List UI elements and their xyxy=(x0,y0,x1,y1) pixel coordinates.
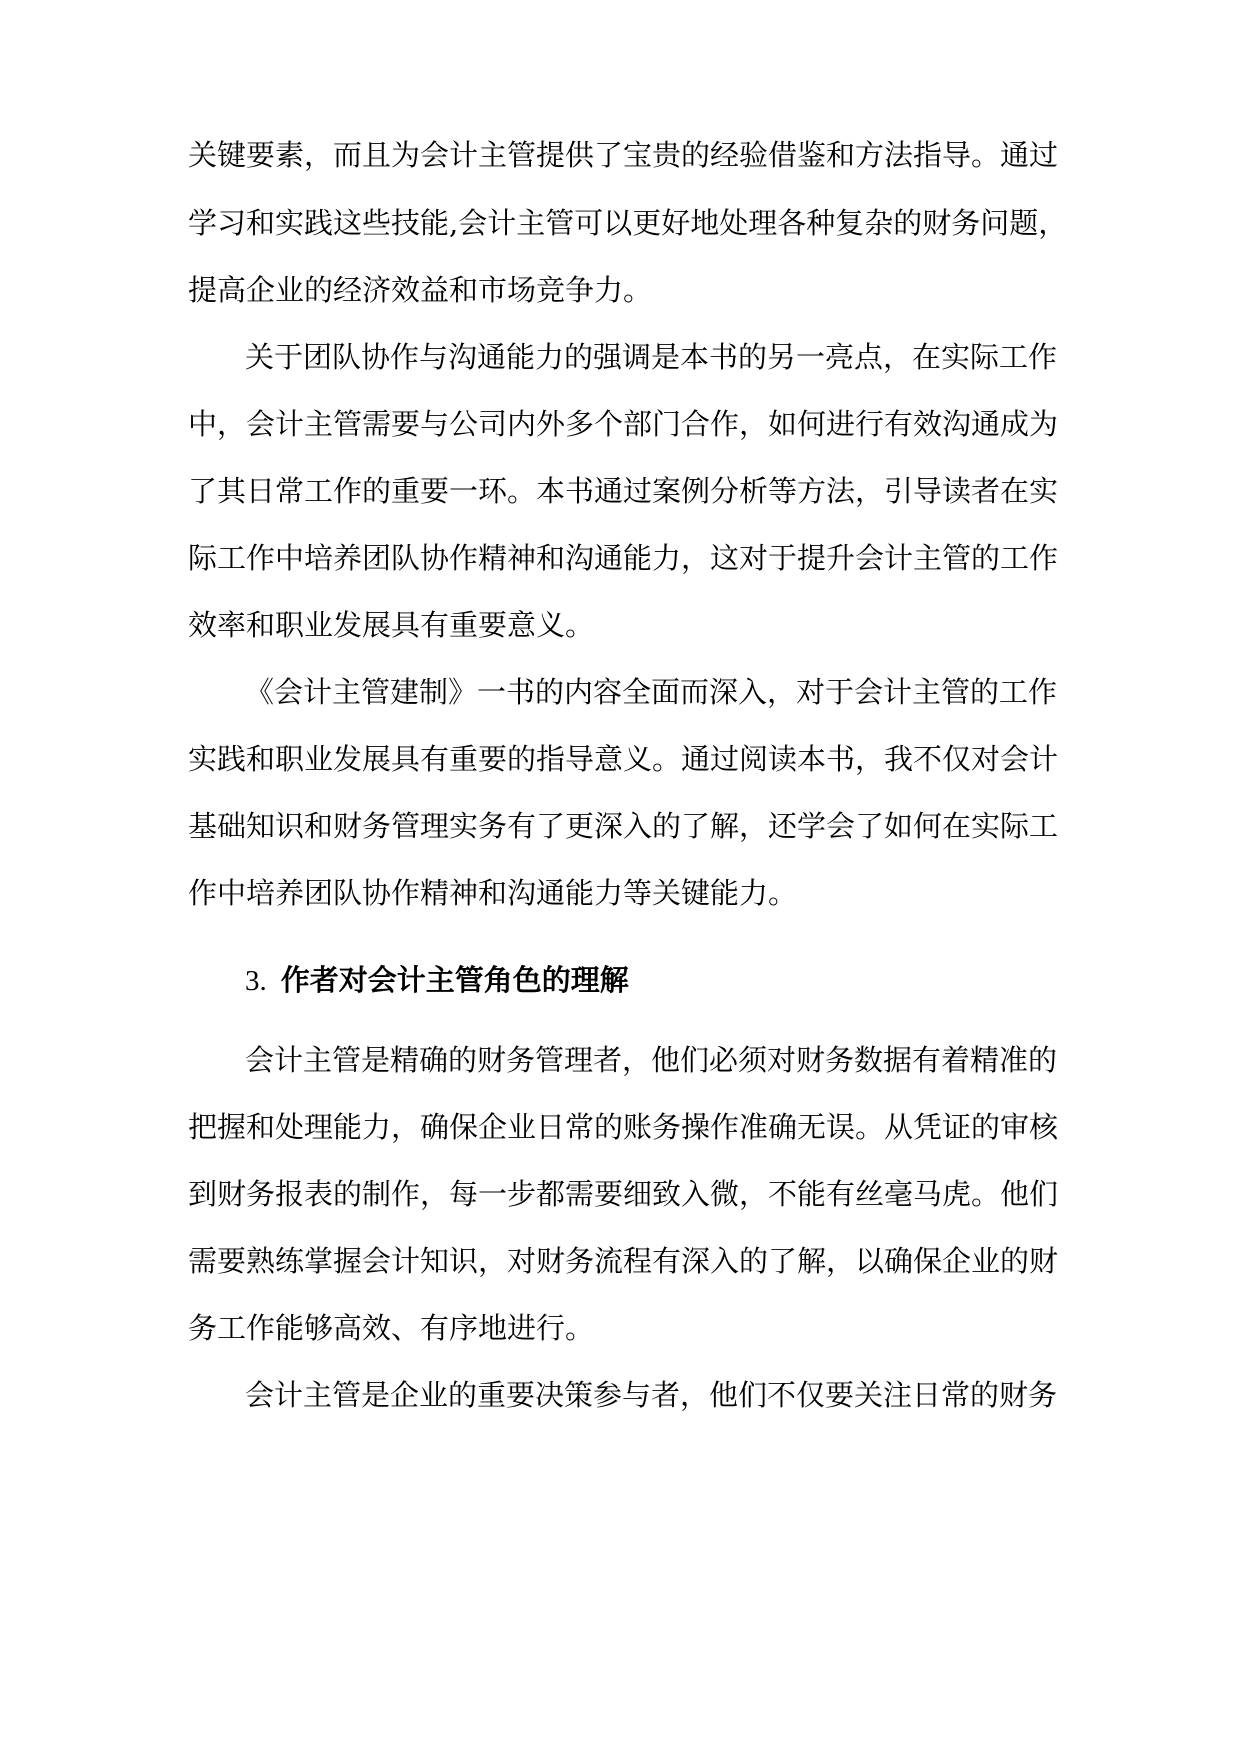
paragraph-1-line-1: 关键要素，而且为会计主管提供了宝贵的经验借鉴和方法指导。通过 xyxy=(188,138,1059,172)
paragraph-2-line-2: 中，会计主管需要与公司内外多个部门合作，如何进行有效沟通成为 xyxy=(188,407,1059,441)
section-heading xyxy=(245,960,629,1000)
paragraph-3-line-3: 基础知识和财务管理实务有了更深入的了解，还学会了如何在实际工 xyxy=(188,809,1059,843)
paragraph-4-line-3: 到财务报表的制作，每一步都需要细致入微，不能有丝毫马虎。他们 xyxy=(188,1177,1059,1211)
section-title: 作者对会计主管角色的理解 xyxy=(280,963,629,997)
section-number: 3. xyxy=(245,965,267,997)
paragraph-4-line-2: 把握和处理能力，确保企业日常的账务操作准确无误。从凭证的审核 xyxy=(188,1110,1059,1144)
paragraph-1-line-2: 学习和实践这些技能,会计主管可以更好地处理各种复杂的财务问题， xyxy=(188,206,1068,240)
paragraph-4-line-1: 会计主管是精确的财务管理者，他们必须对财务数据有着精准的 xyxy=(245,1043,1058,1077)
paragraph-5-line-1: 会计主管是企业的重要决策参与者，他们不仅要关注日常的财务 xyxy=(245,1378,1058,1412)
paragraph-2-line-1: 关于团队协作与沟通能力的强调是本书的另一亮点，在实际工作 xyxy=(245,340,1058,374)
paragraph-2-line-4: 际工作中培养团队协作精神和沟通能力，这对于提升会计主管的工作 xyxy=(188,541,1059,575)
paragraph-1-line-3: 提高企业的经济效益和市场竞争力。 xyxy=(188,273,653,307)
paragraph-4-line-4: 需要熟练掌握会计知识，对财务流程有深入的了解，以确保企业的财 xyxy=(188,1244,1059,1278)
paragraph-2-line-5: 效率和职业发展具有重要意义。 xyxy=(188,608,595,642)
paragraph-3-line-4: 作中培养团队协作精神和沟通能力等关键能力。 xyxy=(188,876,798,910)
paragraph-3-line-2: 实践和职业发展具有重要的指导意义。通过阅读本书，我不仅对会计 xyxy=(188,742,1059,776)
paragraph-2-line-3: 了其日常工作的重要一环。本书通过案例分析等方法，引导读者在实 xyxy=(188,474,1059,508)
paragraph-4-line-5: 务工作能够高效、有序地进行。 xyxy=(188,1311,595,1345)
paragraph-3-line-1: 《会计主管建制》一书的内容全面而深入，对于会计主管的工作 xyxy=(245,675,1058,709)
